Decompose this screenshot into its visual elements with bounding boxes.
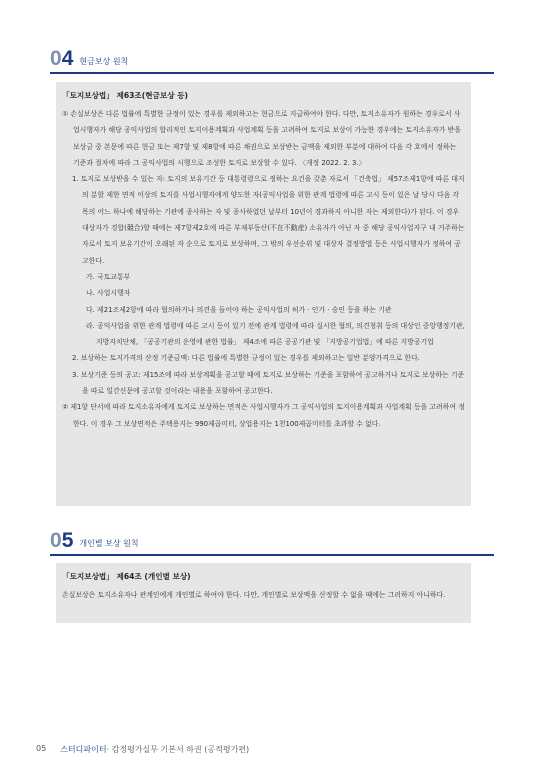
law-box-heading: 「토지보상법」 제64조 (개인별 보상) [62,572,191,581]
item-1-ga: 가. 국토교통부 [86,272,131,281]
page-footer [36,744,249,755]
section-5-title: 개인별 보상 원칙 [79,539,139,548]
clause-2: ② 제1항 단서에 따라 토지소유자에게 토지로 보상하는 면적은 사업시행자가 그 공익사업의 토지이용계획과 사업계획 등을 고려하여 정한다. 이 경우 그 보상면적은 주택용지는 990제곱미터, 상업용지는 1천100제곱미터를 초과할 수 없다. [62,403,465,428]
item-2: 2. 보상하는 토지가격의 산정 기준금액: 다른 법률에 특별한 규정이 있는 경우를 제외하고는 일반 분양가격으로 한다. [72,354,420,363]
section-5-rule [50,554,494,556]
footer-subtitle: · 감정평가실무 기본서 하권 (공적평가편) [106,745,250,754]
section-4-rule [50,72,494,74]
section-4-number: 04 [50,47,74,70]
clause-1: ① 손실보상은 다른 법률에 특별한 규정이 있는 경우를 제외하고는 현금으로 지급하여야 한다. 다만, 토지소유자가 원하는 경우로서 사업시행자가 해당 공익사업의 합리적인 토지이용계획과 사업계획 등을 고려하여 토지로 보상이 가능한 경우에는 토지소유자가 받을 보상금 중 본문에 따른 현금 또는 제7항 및 제8항에 따른 채권으로 보상받는 금액을 제외한 부분에 대하여 다음 각 호에서 정하는 기준과 절차에 따라 그 공익사업의 시행으로 조성한 토지로 보상할 수 있다. 〈개정 2022. 2. 3.〉 [62,110,461,167]
item-1: 1. 토지로 보상받을 수 있는 자: 토지의 보유기간 등 대통령령으로 정하는 요건을 갖춘 자로서 「건축법」 제57조제1항에 따른 대지의 분할 제한 면적 이상의 토지를 사업시행자에게 양도한 자(공익사업을 위한 관계 법령에 따른 고시 등이 있은 날 당시 다음 각 목의 어느 하나에 해당하는 기관에 종사하는 자 및 종사하였던 날부터 10년이 경과하지 아니한 자는 제외한다)가 된다. 이 경우 대상자가 경합(競合)할 때에는 제7항제2호에 따른 부재부동산(不在不動産) 소유자가 아닌 자 중 해당 공익사업지구 내 거주하는 자로서 토지 보유기간이 오래된 자 순으로 토지로 보상하며, 그 밖의 우선순위 및 대상자 결정방법 등은 사업시행자가 정하여 공고한다. [72,175,465,265]
section-5-number: 05 [50,529,74,552]
item-1-da: 다. 제21조제2항에 따라 협의하거나 의견을 들어야 하는 공익사업의 허가 · 인가 · 승인 등을 하는 기관 [86,305,392,314]
law-box-heading: 「토지보상법」 제63조(현금보상 등) [62,91,189,100]
footer-brand: 스터디파이터 [60,745,107,754]
law-box-article-64 [56,563,471,623]
item-1-ra: 라. 공익사업을 위한 관계 법령에 따른 고시 등이 있기 전에 관계 법령에 따라 실시한 협의, 의견청취 등의 대상인 중앙행정기관, 지방자치단체, 「공공기관의 운영에 관한 법률」 제4조에 따른 공공기관 및 「지방공기업법」에 따른 지방공기업 [86,321,465,347]
article-64-text: 손실보상은 토지소유자나 관계인에게 개인별로 하여야 한다. 다만, 개인별로 보상액을 산정할 수 없을 때에는 그러하지 아니하다. [62,591,446,599]
page-number: 05 [36,744,47,753]
item-3: 3. 보상기준 등의 공고: 제15조에 따라 보상계획을 공고할 때에 토지로 보상하는 기준을 포함하여 공고하거나 토지로 보상하는 기준을 따로 일간신문에 공고할 것이라는 내용을 포함하여 공고한다. [72,370,465,396]
item-1-na: 나. 사업시행자 [86,289,131,298]
footer-title [60,744,249,755]
law-box-article-63 [56,82,471,506]
section-4-heading [50,47,129,70]
section-5-heading [50,529,139,552]
section-4-title: 현금보상 원칙 [79,57,129,66]
